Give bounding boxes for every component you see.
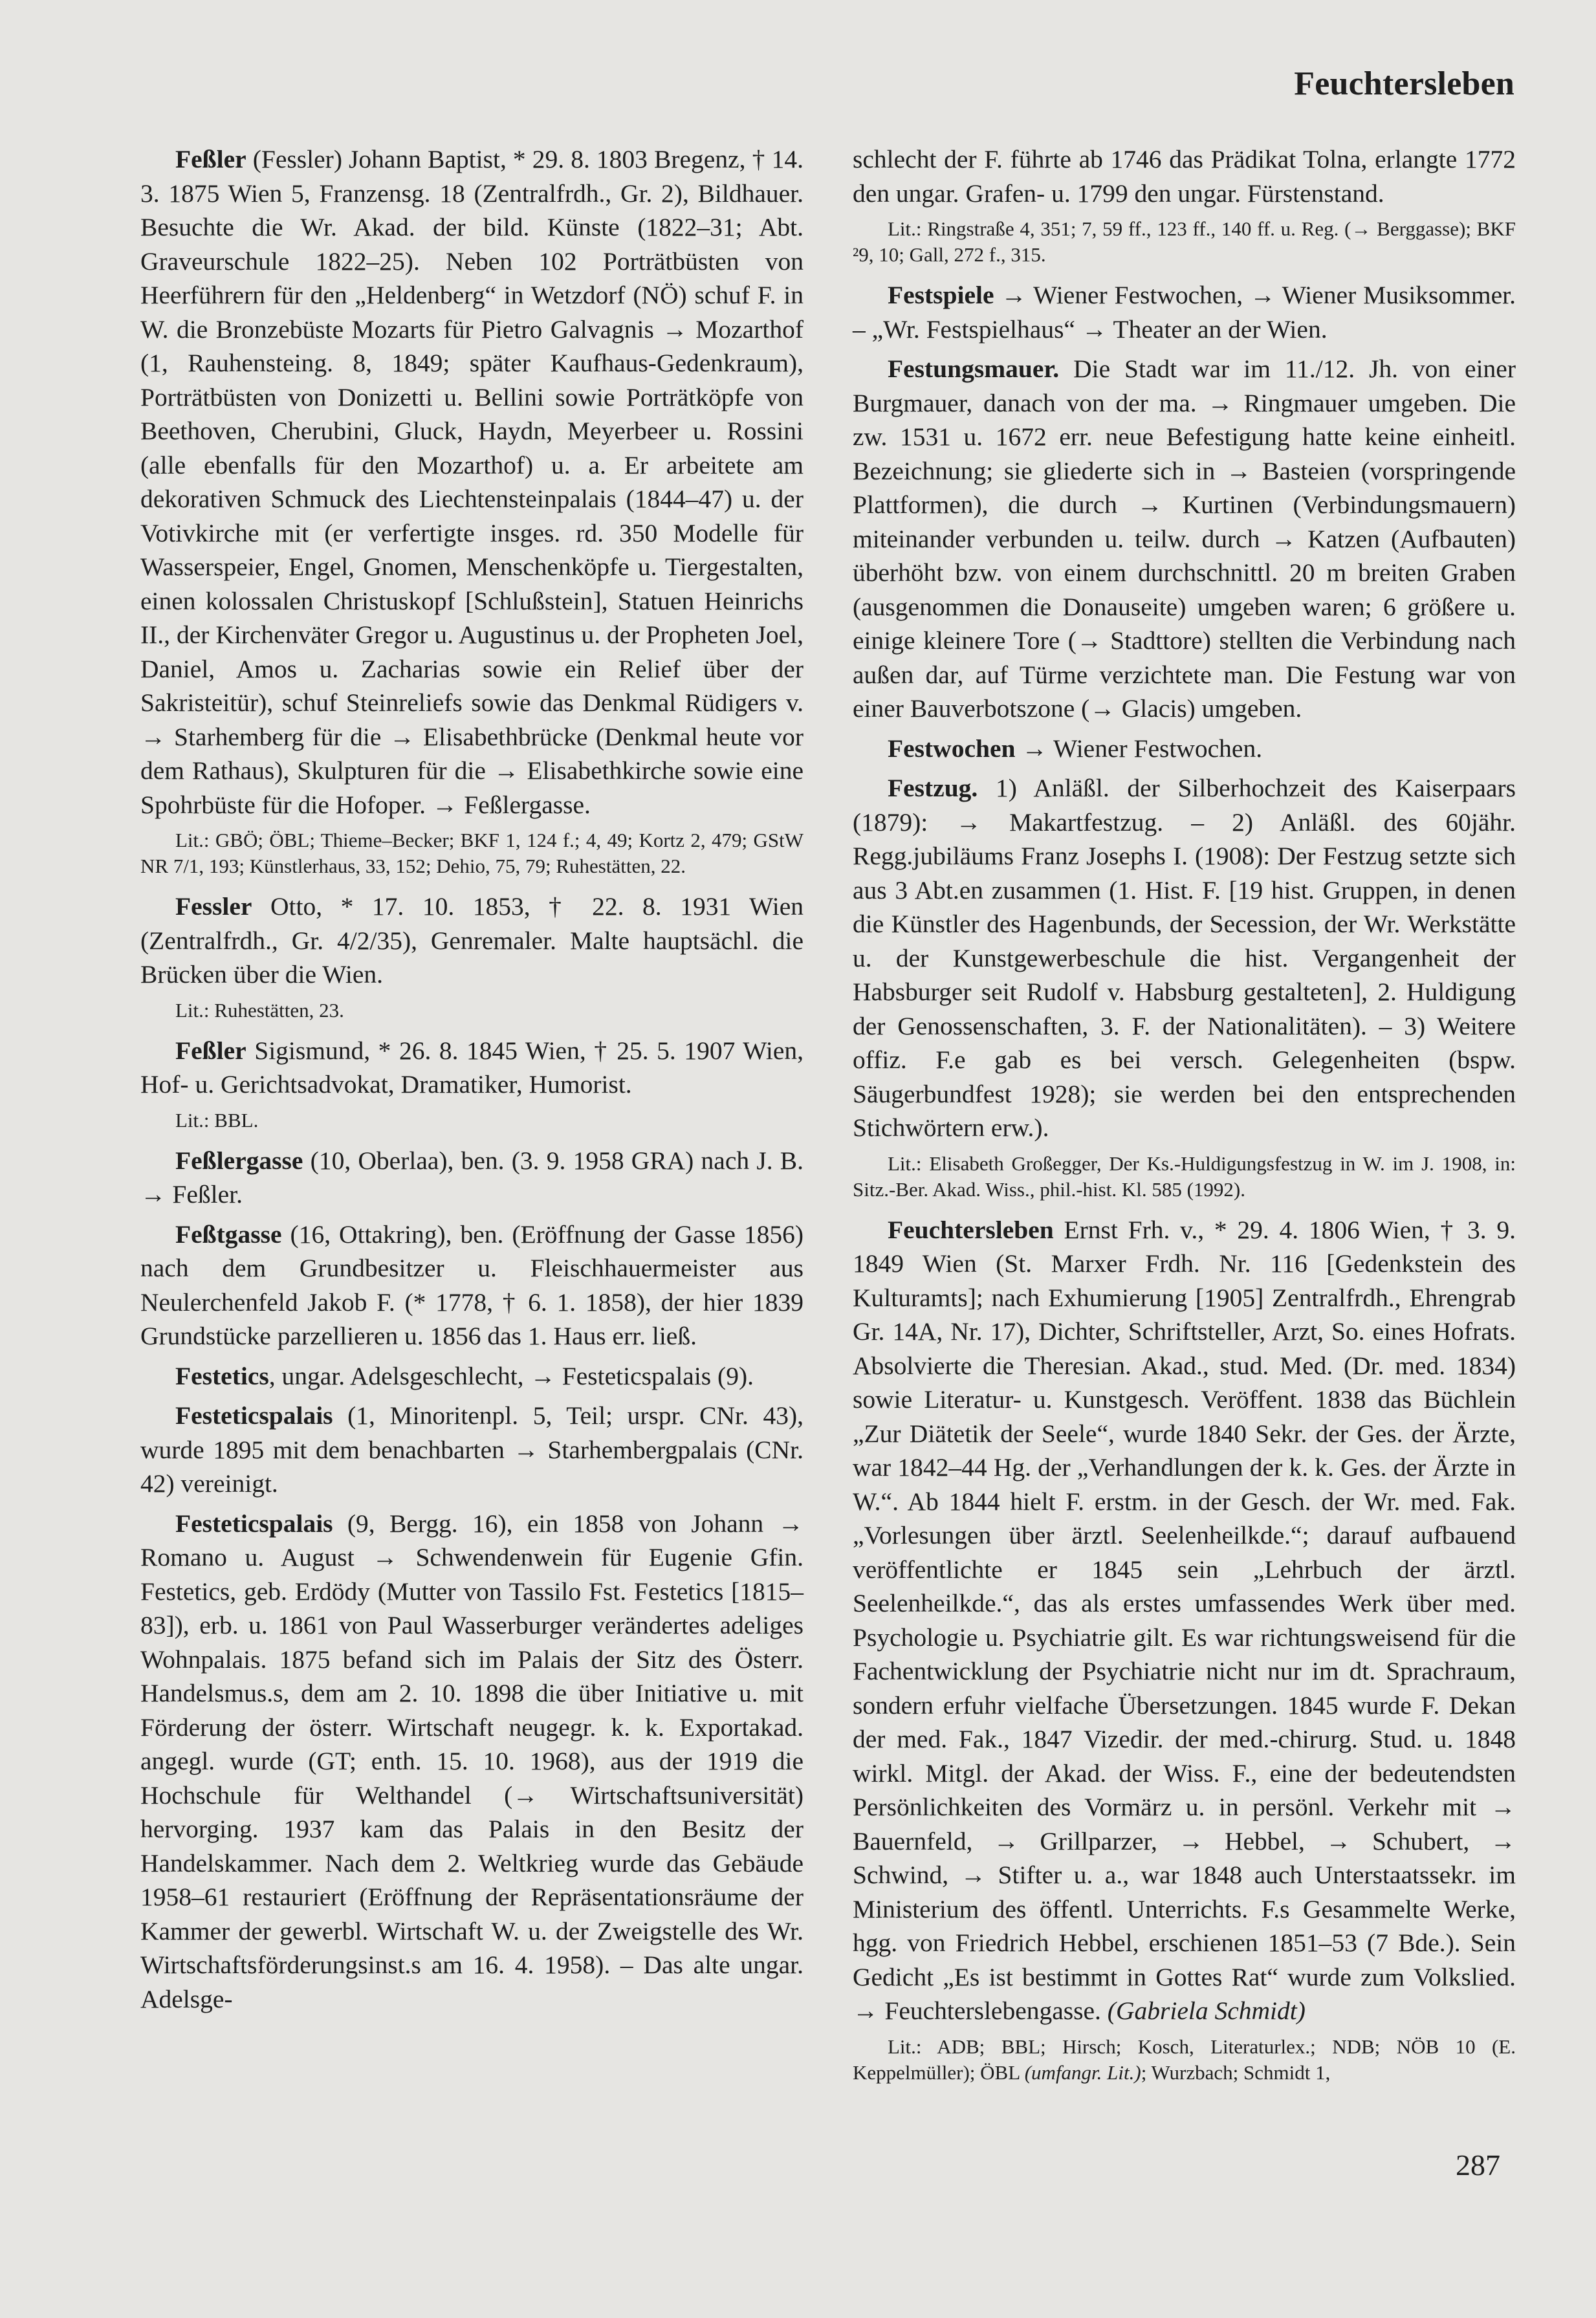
entry-headword: Feßlergasse [175, 1146, 303, 1175]
entry [853, 1213, 1516, 2028]
literature: Lit.: BBL. [175, 1108, 259, 1132]
running-head: Feuchtersleben [1294, 65, 1514, 102]
entry-text: Otto, * 17. 10. 1853, † 22. 8. 1931 Wien (Zentralfrdh., Gr. 4/2/35), Genremaler. Malte hauptsächl. die Brücken über die Wien. [140, 892, 803, 989]
entry-text: (1, Minoritenpl. 5, Teil; urspr. CNr. 43), wurde 1895 mit dem benachbarten → Starhembergpalais (CNr. 42) vereinigt. [140, 1401, 803, 1498]
entry [853, 278, 1516, 346]
literature [853, 2034, 1516, 2086]
right-column [853, 142, 1516, 2096]
entry-headword: Feßler [175, 145, 246, 173]
literature: Lit.: Ringstraße 4, 351; 7, 59 ff., 123 ff., 140 ff. u. Reg. (→ Berggasse); BKF ²9, 10; Gall, 272 f., 315. [853, 217, 1516, 266]
entry [853, 352, 1516, 726]
entry-text: → Wiener Festwochen, → Wiener Musiksommer. – „Wr. Festspielhaus“ → Theater an der Wien. [853, 281, 1516, 344]
page-number: 287 [1456, 2149, 1500, 2181]
entry-author: (Gabriela Schmidt) [1107, 1996, 1306, 2025]
entry [140, 890, 803, 992]
entry-headword: Fessler [175, 892, 252, 921]
entry-headword: Festetics [175, 1361, 269, 1390]
entry-text: Die Stadt war im 11./12. Jh. von einer Burgmauer, danach von der ma. → Ringmauer umgeben. Die zw. 1531 u. 1672 err. neue Befestigung hatte keine einheitl. Bezeichnung; sie gliederte sich in → Basteien (vorspringende Plattformen), die durch → Kurtinen (Verbindungsmauern) miteinander verbunden u. teilw. durch → Katzen (Aufbauten) überhöht bzw. von einem durchschnittl. 20 m breiten Graben (ausgenommen die Donauseite) umgeben waren; 6 größere u. einige kleinere Tore (→ Stadttore) stellten die Verbindung nach außen dar, auf Türme verzichtete man. Die Festung war von einer Bauverbotszone (→ Glacis) umgeben. [853, 355, 1516, 723]
literature: Lit.: Elisabeth Großegger, Der Ks.-Huldigungsfestzug in W. im J. 1908, in: Sitz.-Ber. Akad. Wiss., phil.-hist. Kl. 585 (1992). [853, 1152, 1516, 1201]
entry-text: → Wiener Festwochen. [1015, 734, 1263, 763]
entry-headword: Feuchtersleben [888, 1215, 1054, 1244]
entry-text: (16, Ottakring), ben. (Eröffnung der Gasse 1856) nach dem Grundbesitzer u. Fleischhauermeister aus Neulerchenfeld Jakob F. (* 1778, † 6. 1. 1858), der hier 1839 Grundstücke parzellieren u. 1856 das 1. Haus err. ließ. [140, 1219, 803, 1350]
entry-headword: Festspiele [888, 281, 994, 309]
entry-text: (10, Oberlaa), ben. (3. 9. 1958 GRA) nach J. B. → Feßler. [140, 1146, 803, 1208]
entry-headword: Festwochen [888, 734, 1016, 763]
entry [140, 1144, 803, 1212]
entry [853, 732, 1516, 766]
entry-headword: Festeticspalais [175, 1509, 333, 1538]
entry [140, 1399, 803, 1501]
entry-continuation [853, 142, 1516, 210]
entry [140, 1218, 803, 1353]
entry-text: 1) Anläßl. der Silberhochzeit des Kaiserpaars (1879): → Makartfestzug. – 2) Anläßl. des 60jähr. Regg.jubiläums Franz Josephs I. (1908): Der Festzug setzte sich aus 3 Abt.en zusammen (1. Hist. F. [19 hist. Gruppen, in denen die Künstler des Hagenbunds, der Secession, der Wr. Werkstätte u. der Kunstgewerbeschule die hist. Vergangenheit der Habsburger seit Rudolf v. Habsburg gestalteten], 2. Huldigung der Genossenschaften, 3. F. der Nationalitäten). – 3) Weitere offiz. F.e gab es bei versch. Gelegenheiten (bspw. Säugerbundfest 1928); sie werden bei den entsprechenden Stichwörtern erw.). [853, 774, 1516, 1142]
literature: Lit.: Ruhestätten, 23. [175, 998, 344, 1022]
entry-headword: Feßler [175, 1036, 246, 1065]
literature: Lit.: GBÖ; ÖBL; Thieme–Becker; BKF 1, 124 f.; 4, 49; Kortz 2, 479; GStW NR 7/1, 193; Künstlerhaus, 33, 152; Dehio, 75, 79; Ruhestätten, 22. [140, 829, 803, 877]
entry-text: (Fessler) Johann Baptist, * 29. 8. 1803 Bregenz, † 14. 3. 1875 Wien 5, Franzensg. 18 (Zentralfrdh., Gr. 2), Bildhauer. Besuchte die Wr. Akad. der bild. Künste (1822–31; Abt. Graveurschule 1822–25). Neben 102 Porträtbüsten von Heerführern für den „Heldenberg“ in Wetzdorf (NÖ) schuf F. in W. die Bronzebüste Mozarts für Pietro Galvagnis → Mozarthof (1, Rauhensteing. 8, 1849; später Kaufhaus-Gedenkraum), Porträtbüsten von Donizetti u. Bellini sowie Porträtköpfe von Beethoven, Cherubini, Gluck, Haydn, Meyerbeer u. Rossini (alle ebenfalls für den Mozarthof) u. a. Er arbeitete am dekorativen Schmuck des Liechtensteinpalais (1844–47) u. der Votivkirche mit (er verfertigte insges. rd. 350 Modelle für Wasserspeier, Engel, Gnomen, Menschenköpfe u. Tiergestalten, einen kolossalen Christuskopf [Schlußstein], Statuen Heinrichs II., der Kirchenväter Gregor u. Augustinus u. der Propheten Joel, Daniel, Amos u. Zacharias sowie ein Relief über der Sakristeitür), schuf Steinreliefs sowie das Denkmal Rüdigers v. → Starhemberg für die → Elisabethbrücke (Denkmal heute vor dem Rathaus), Skulpturen für die → Elisabethkirche sowie eine Spohrbüste für die Hofoper. → Feßlergasse. [140, 145, 803, 819]
literature-text: Lit.: ADB; BBL; Hirsch; Kosch, Literaturlex.; NDB; NÖB 10 (E. Keppelmüller); ÖBL [853, 2035, 1516, 2084]
entry-headword: Feßtgasse [175, 1219, 282, 1249]
entry-text: (9, Bergg. 16), ein 1858 von Johann → Romano u. August → Schwendenwein für Eugenie Gfin. Festetics, geb. Erdödy (Mutter von Tassilo Fst. Festetics [1815–83]), erb. u. 1861 von Paul Wasserburger verändertes adeliges Wohnpalais. 1875 befand sich im Palais der Sitz des Österr. Handelsmus.s, dem am 2. 10. 1898 die über Initiative u. mit Förderung der österr. Wirtschaft neugegr. k. k. Exportakad. angegl. wurde (GT; enth. 15. 10. 1968), aus der 1919 die Hochschule für Welthandel (→ Wirtschaftsuniversität) hervorging. 1937 kam das Palais in den Besitz der Handelskammer. Nach dem 2. Weltkrieg wurde das Gebäude 1958–61 restauriert (Eröffnung der Repräsentationsräume der Kammer der gewerbl. Wirtschaft W. u. der Zweigstelle des Wr. Wirtschaftsförderungsinst.s am 16. 4. 1958). – Das alte ungar. Adelsge- [140, 1509, 803, 2013]
literature-note: (umfangr. Lit.) [1024, 2061, 1141, 2084]
entry-text: Ernst Frh. v., * 29. 4. 1806 Wien, † 3. 9. 1849 Wien (St. Marxer Frdh. Nr. 116 [Gedenkstein des Kulturamts]; nach Exhumierung [1905] Zentralfrdh., Ehrengrab Gr. 14A, Nr. 17), Dichter, Schriftsteller, Arzt, So. eines Hofrats. Absolvierte die Theresian. Akad., stud. Med. (Dr. med. 1834) sowie Literatur- u. Kunstgesch. Veröffent. 1838 das Büchlein „Zur Diätetik der Seele“, wurde 1840 Sekr. der Ges. der Ärzte, war 1842–44 Hg. der „Verhandlungen der k. k. Ges. der Ärzte in W.“. Ab 1844 hielt F. erstm. in der Gesch. der Wr. med. Fak. „Vorlesungen über ärztl. Seelenheilkde.“; darauf aufbauend veröffentlichte er 1845 sein „Lehrbuch der ärztl. Seelenheilkde.“, das als erstes umfassendes Werk über med. Psychologie u. Psychiatrie gilt. Es war richtungsweisend für die Fachentwicklung der Psychiatrie nicht nur im dt. Sprachraum, sondern erfuhr vielfache Übersetzungen. 1845 wurde F. Dekan der med. Fak., 1847 Vizedir. der med.-chirurg. Stud. u. 1848 wirkl. Mitgl. der Akad. der Wiss. F., eine der bedeutendsten Persönlichkeiten des Vormärz u. in persönl. Verkehr mit → Bauernfeld, → Grillparzer, → Hebbel, → Schubert, → Schwind, → Stifter u. a., war 1848 auch Unterstaatssekr. im Ministerium des öffentl. Unterrichts. F.s Gesammelte Werke, hgg. von Friedrich Hebbel, erschienen 1851–53 (7 Bde.). Sein Gedicht „Es ist bestimmt in Gottes Rat“ wurde zum Volkslied. → Feuchterslebengasse. [853, 1215, 1516, 2025]
entry-text: Sigismund, * 26. 8. 1845 Wien, † 25. 5. 1907 Wien, Hof- u. Gerichtsadvokat, Dramatiker, Humorist. [140, 1036, 803, 1099]
entry [140, 1359, 803, 1394]
entry-text: , ungar. Adelsgeschlecht, → Festeticspalais (9). [268, 1361, 754, 1390]
entry [140, 142, 803, 822]
entry [140, 1034, 803, 1102]
entry-headword: Festzug. [888, 774, 978, 802]
entry-headword: Festungsmauer. [888, 355, 1060, 383]
entry [853, 771, 1516, 1145]
entry-headword: Festeticspalais [175, 1401, 333, 1430]
left-column [140, 142, 803, 2022]
entry-text: schlecht der F. führte ab 1746 das Prädikat Tolna, erlangte 1772 den ungar. Grafen- u. 1799 den ungar. Fürstenstand. [853, 145, 1516, 208]
entry [140, 1507, 803, 2017]
literature-tail: ; Wurzbach; Schmidt 1, [1141, 2061, 1331, 2084]
